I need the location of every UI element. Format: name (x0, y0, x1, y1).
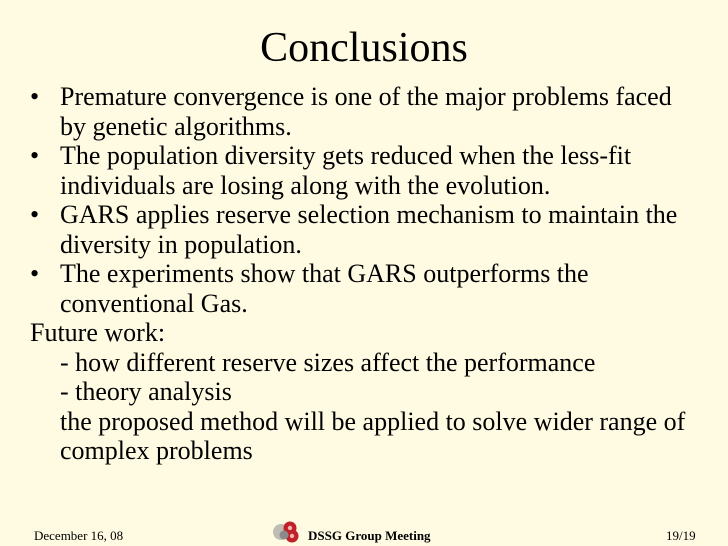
bullet-list (30, 82, 700, 318)
future-work-heading: Future work: (30, 318, 166, 347)
bullet-text: The experiments show that GARS outperforms the conventional Gas. (60, 259, 589, 318)
slide-footer (0, 526, 728, 546)
footer-page-number: 19/19 (666, 528, 696, 543)
bullet-item (30, 82, 700, 141)
bullet-dot: • (30, 141, 40, 170)
future-work-section (30, 318, 700, 466)
dssg-logo-icon (271, 520, 301, 544)
bullet-text: GARS applies reserve selection mechanism to maintain the diversity in population. (60, 200, 678, 259)
slide-title: Conclusions (260, 25, 468, 71)
bullet-text: Premature convergence is one of the major problems faced by genetic algorithms. (60, 82, 672, 141)
footer-meeting-name: DSSG Group Meeting (308, 528, 431, 543)
bullet-dot: • (30, 200, 40, 229)
footer-date: December 16, 08 (34, 528, 124, 543)
future-work-item: the proposed method will be applied to solve wider range of complex problems (60, 406, 686, 465)
bullet-text: The population diversity gets reduced when the less-fit individuals are losing along with the evolution. (60, 141, 632, 200)
bullet-dot: • (30, 259, 40, 288)
bullet-item (30, 141, 700, 200)
bullet-dot: • (30, 82, 40, 111)
future-work-item: - theory analysis (60, 377, 232, 406)
bullet-item (30, 200, 700, 259)
bullet-item (30, 259, 700, 318)
future-work-item: - how different reserve sizes affect the performance (60, 347, 596, 377)
